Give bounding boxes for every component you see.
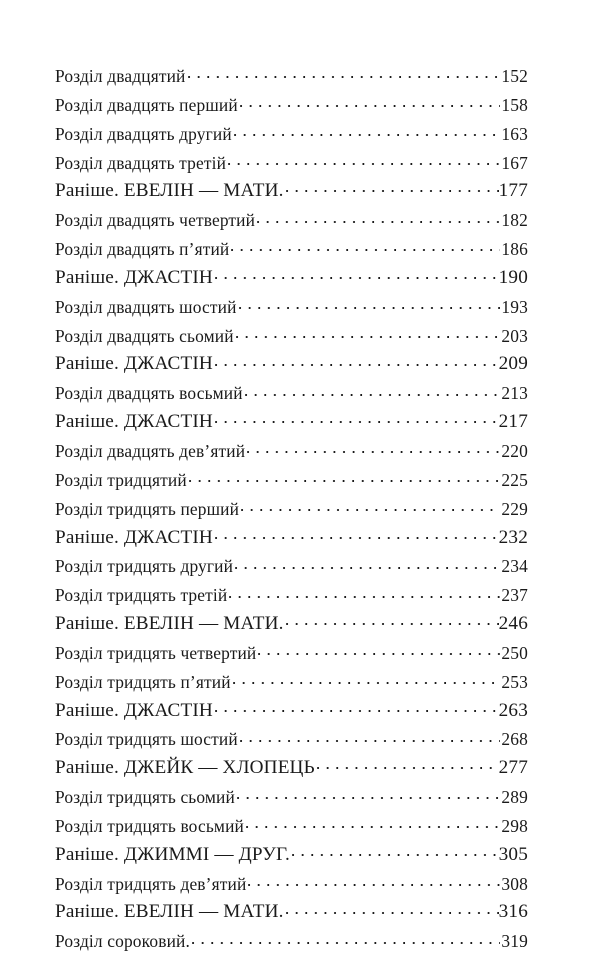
toc-entry[interactable] [55,437,528,466]
toc-entry-title: Розділ двадцять другий [55,123,232,144]
toc-entry-title: Розділ тридцять п’ятий [55,671,231,692]
toc-entry-page-number: 209 [498,353,528,375]
toc-entry[interactable] [55,639,528,668]
toc-entry-page-number: 305 [498,843,528,865]
toc-entry-title: Розділ двадцять дев’ятий [55,440,246,461]
toc-dot-leader [257,210,500,226]
toc-entry-page-number: 186 [501,239,528,260]
toc-entry-page-number: 203 [501,325,528,346]
toc-entry[interactable] [55,668,528,697]
toc-entry-title: Розділ тридцятий [55,469,187,490]
toc-entry[interactable] [55,149,528,178]
toc-entry-title: Розділ двадцять третій [55,152,227,173]
toc-entry[interactable] [55,870,528,899]
toc-entry-page-number: 232 [498,526,528,548]
toc-dot-leader [229,585,500,601]
toc-dot-leader [228,153,500,169]
toc-entry-title: Розділ двадцять п’ятий [55,239,230,260]
toc-entry[interactable] [55,235,528,264]
toc-entry-title: Розділ тридцять другий [55,556,234,577]
toc-entry-title: Розділ двадцять восьмий [55,383,243,404]
toc-entry-page-number: 289 [501,787,528,808]
toc-entry-page-number: 237 [501,585,528,606]
toc-entry[interactable] [55,408,528,437]
toc-entry[interactable] [55,697,528,726]
toc-dot-leader [192,931,500,947]
toc-entry-title: Розділ сороковий. [55,931,190,952]
toc-entry-page-number: 177 [498,180,528,202]
toc-entry-page-number: 225 [501,469,528,490]
toc-entry-page-number: 234 [501,556,528,577]
toc-dot-leader [245,383,501,399]
toc-entry[interactable] [55,610,528,639]
toc-entry-title: Розділ двадцять четвертий [55,210,256,231]
toc-entry-title: Розділ тридцять шостий [55,729,238,750]
table-of-contents [55,62,528,956]
toc-entry-title: Раніше. ЕВЕЛІН — МАТИ. [55,901,284,923]
toc-entry-page-number: 152 [501,66,528,86]
toc-entry[interactable] [55,552,528,581]
toc-entry-page-number: 167 [501,152,528,173]
toc-dot-leader [234,124,500,140]
toc-entry[interactable] [55,466,528,495]
toc-entry-title: Розділ тридцять четвертий [55,642,257,663]
toc-entry-page-number: 253 [501,671,528,692]
toc-entry-title: Розділ тридцять перший [55,498,240,519]
toc-entry[interactable] [55,91,528,120]
toc-entry[interactable] [55,495,528,524]
toc-entry-page-number: 263 [498,699,528,721]
toc-dot-leader [258,643,500,659]
toc-entry[interactable] [55,206,528,235]
toc-dot-leader [189,470,501,486]
toc-entry[interactable] [55,62,528,91]
toc-entry-title: Раніше. ЕВЕЛІН — МАТИ. [55,180,284,202]
toc-dot-leader [292,844,499,860]
toc-dot-leader [246,816,500,832]
toc-entry-page-number: 182 [501,210,528,231]
toc-dot-leader [235,556,500,572]
toc-dot-leader [215,353,499,369]
toc-entry-page-number: 277 [498,757,528,779]
toc-entry-title: Розділ двадцять перший [55,94,238,115]
toc-dot-leader [317,757,499,773]
toc-dot-leader [215,267,499,283]
toc-entry-page-number: 213 [501,383,528,404]
toc-entry-page-number: 268 [501,729,528,750]
toc-dot-leader [239,297,501,313]
toc-entry-page-number: 316 [498,901,528,923]
toc-dot-leader [215,700,499,716]
toc-entry-page-number: 220 [501,440,528,461]
toc-entry-page-number: 217 [498,411,528,433]
toc-entry-page-number: 229 [501,498,528,519]
toc-dot-leader [233,672,501,688]
toc-dot-leader [247,441,500,457]
toc-entry-page-number: 190 [498,266,528,288]
toc-entry-title: Розділ тридцять восьмий [55,815,244,836]
toc-entry-page-number: 308 [501,873,528,894]
toc-entry-title: Розділ двадцять сьомий [55,325,234,346]
toc-entry-title: Раніше. ДЖИММІ — ДРУГ. [55,843,290,865]
toc-entry-title: Раніше. ДЖАСТІН [55,411,213,433]
toc-entry[interactable] [55,293,528,322]
toc-entry-title: Раніше. ДЖАСТІН [55,266,213,288]
toc-dot-leader [215,411,499,427]
toc-entry[interactable] [55,725,528,754]
toc-entry-title: Розділ двадцятий [55,66,186,86]
toc-dot-leader [237,787,500,803]
toc-entry-title: Раніше. ДЖЕЙК — ХЛОПЕЦЬ [55,757,315,779]
toc-entry[interactable] [55,581,528,610]
toc-entry[interactable] [55,524,528,553]
toc-dot-leader [188,66,501,82]
toc-entry-page-number: 158 [501,94,528,115]
toc-entry[interactable] [55,350,528,379]
toc-entry[interactable] [55,812,528,841]
toc-entry[interactable] [55,120,528,149]
toc-entry-title: Розділ тридцять дев’ятий [55,873,247,894]
toc-entry[interactable] [55,898,528,927]
toc-entry-page-number: 246 [498,613,528,635]
toc-entry-page-number: 319 [501,931,528,952]
toc-entry[interactable] [55,379,528,408]
toc-entry-title: Розділ тридцять сьомий [55,787,235,808]
toc-dot-leader [248,874,500,890]
toc-dot-leader [286,901,499,917]
toc-entry-title: Раніше. ДЖАСТІН [55,526,213,548]
toc-dot-leader [215,527,499,543]
toc-entry[interactable] [55,783,528,812]
toc-entry-title: Раніше. ДЖАСТІН [55,699,213,721]
toc-dot-leader [286,180,499,196]
toc-entry-page-number: 298 [501,815,528,836]
toc-entry[interactable] [55,754,528,783]
toc-dot-leader [241,499,500,515]
toc-entry-page-number: 250 [501,642,528,663]
toc-entry[interactable] [55,322,528,351]
toc-entry-title: Розділ тридцять третій [55,585,228,606]
toc-entry[interactable] [55,841,528,870]
toc-dot-leader [240,729,501,745]
toc-entry-page-number: 193 [501,296,528,317]
toc-entry-title: Раніше. ДЖАСТІН [55,353,213,375]
toc-dot-leader [236,326,501,342]
toc-dot-leader [231,239,500,255]
toc-dot-leader [286,613,499,629]
toc-entry-page-number: 163 [501,123,528,144]
toc-entry[interactable] [55,927,528,956]
toc-entry-title: Раніше. ЕВЕЛІН — МАТИ. [55,613,284,635]
toc-entry[interactable] [55,264,528,293]
toc-entry[interactable] [55,177,528,206]
toc-entry-title: Розділ двадцять шостий [55,296,237,317]
toc-dot-leader [240,95,501,111]
